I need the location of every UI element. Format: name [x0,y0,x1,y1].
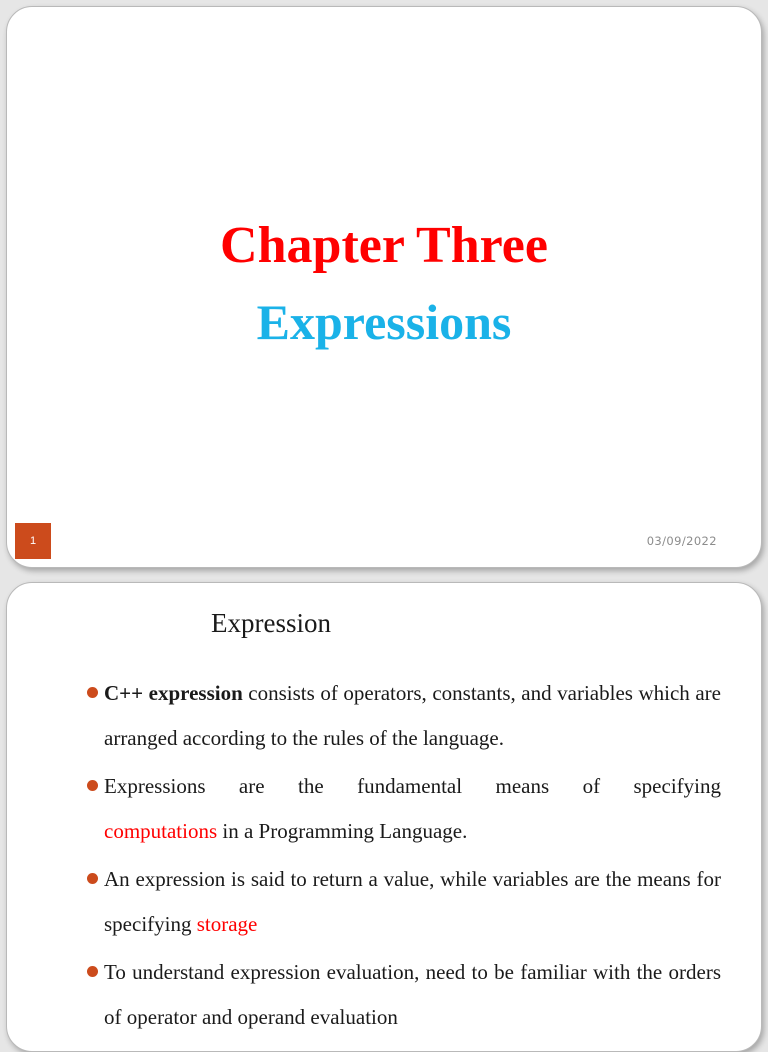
bullet-text: consists of operators, constants, and variables which are arranged according to the rules of the language. [104,681,721,750]
bullet-text: To understand expression evaluation, need to be familiar with the orders of operator and operand evaluation [104,960,721,1029]
slide-subtitle: Expressions [256,294,512,350]
bullet-item [87,950,721,1039]
slide-number-badge: 1 [15,523,51,559]
bullet-bold-term: C++ expression [104,681,243,705]
bullet-item [87,857,721,946]
bullet-item [87,671,721,760]
slide-date: 03/09/2022 [646,534,717,548]
bullet-highlight: storage [196,911,258,936]
slide-2 [6,582,762,1052]
bullet-text: Expressions are the fundamental means of specifying [104,774,721,798]
bullet-item [87,764,721,853]
bullet-text: An expression is said to return a value, while variables are the means for specifying [104,867,721,936]
slide-title: Chapter Three [220,217,548,274]
slide-1 [6,6,762,568]
bullet-text: in a Programming Language. [217,818,468,843]
bullet-dot-icon [87,687,98,698]
bullet-dot-icon [87,873,98,884]
bullet-dot-icon [87,966,98,977]
slide-heading: Expression [211,608,331,638]
bullet-highlight: computations [104,818,218,843]
bullet-list [87,671,721,1043]
bullet-dot-icon [87,780,98,791]
